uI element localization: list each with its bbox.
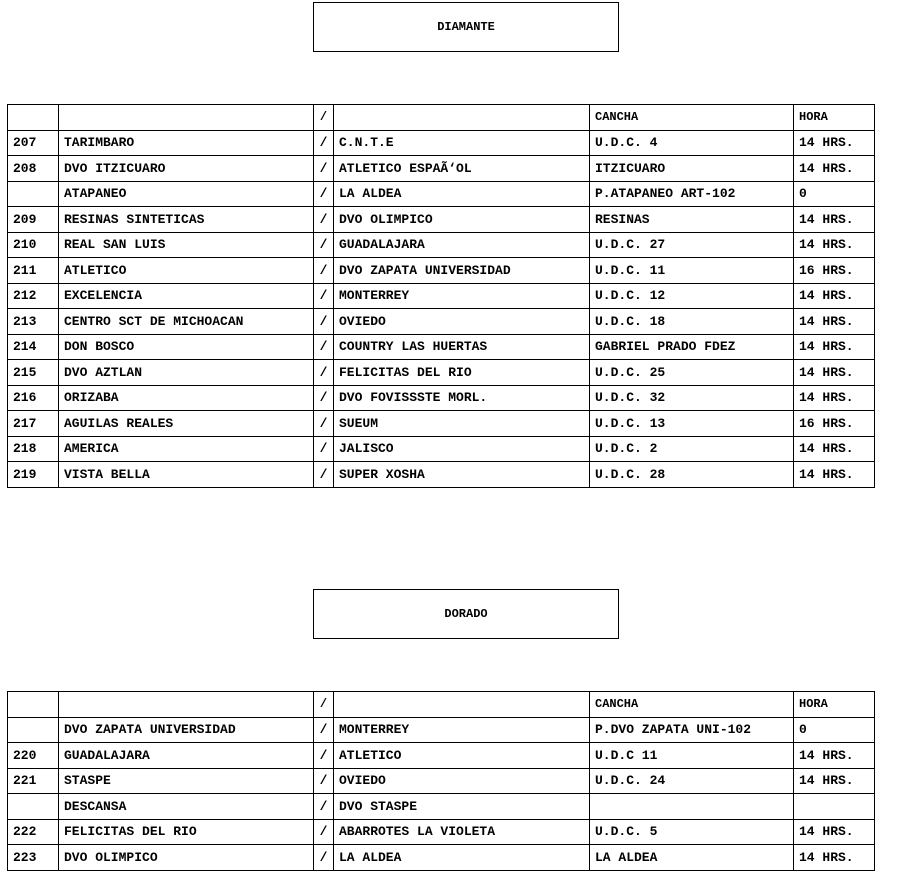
cell-cancha: U.D.C. 32 [590,385,794,411]
cell-sep: / [314,130,334,156]
table-row [8,156,875,182]
cell-sep: / [314,156,334,182]
cell-home: RESINAS SINTETICAS [59,207,314,233]
cell-away: MONTERREY [334,283,590,309]
cell-cancha: GABRIEL PRADO FDEZ [590,334,794,360]
cell-hora: 14 HRS. [794,156,875,182]
cell-away: FELICITAS DEL RIO [334,360,590,386]
cell-num: 216 [8,385,59,411]
cell-cancha: CANCHA [590,105,794,131]
cell-num: 211 [8,258,59,284]
cell-hora: 0 [794,181,875,207]
cell-num: 218 [8,436,59,462]
cell-hora: 14 HRS. [794,360,875,386]
cell-away: ABARROTES LA VIOLETA [334,819,590,845]
table-row [8,283,875,309]
cell-hora: 14 HRS. [794,436,875,462]
cell-away: GUADALAJARA [334,232,590,258]
cell-cancha: U.D.C 11 [590,743,794,769]
cell-hora: 14 HRS. [794,334,875,360]
cell-sep: / [314,334,334,360]
cell-away: JALISCO [334,436,590,462]
cell-hora [794,794,875,820]
cell-hora: 14 HRS. [794,232,875,258]
table-row [8,181,875,207]
cell-home: DON BOSCO [59,334,314,360]
cell-home: EXCELENCIA [59,283,314,309]
cell-sep: / [314,717,334,743]
schedule-table-diamante [7,104,875,488]
cell-num: 213 [8,309,59,335]
cell-sep: / [314,743,334,769]
cell-cancha: U.D.C. 5 [590,819,794,845]
cell-cancha: U.D.C. 28 [590,462,794,488]
cell-cancha: U.D.C. 24 [590,768,794,794]
cell-sep: / [314,768,334,794]
cell-away: ATLETICO [334,743,590,769]
table-row [8,819,875,845]
cell-home: TARIMBARO [59,130,314,156]
cell-away: OVIEDO [334,768,590,794]
cell-home: VISTA BELLA [59,462,314,488]
section-title-diamante: DIAMANTE [313,2,619,52]
cell-away: C.N.T.E [334,130,590,156]
cell-hora: 14 HRS. [794,385,875,411]
table-row [8,768,875,794]
cell-num: 208 [8,156,59,182]
table-row [8,717,875,743]
cell-home: AMERICA [59,436,314,462]
cell-sep: / [314,385,334,411]
header-row [8,105,875,131]
cell-home: CENTRO SCT DE MICHOACAN [59,309,314,335]
table-row [8,794,875,820]
cell-sep: / [314,181,334,207]
cell-home: GUADALAJARA [59,743,314,769]
cell-away: DVO OLIMPICO [334,207,590,233]
table-row [8,462,875,488]
table-row [8,309,875,335]
table-row [8,385,875,411]
table-row [8,130,875,156]
cell-num: 217 [8,411,59,437]
cell-away: DVO FOVISSSTE MORL. [334,385,590,411]
cell-away: DVO ZAPATA UNIVERSIDAD [334,258,590,284]
cell-num [8,105,59,131]
table-row [8,411,875,437]
cell-num [8,717,59,743]
cell-home: DVO AZTLAN [59,360,314,386]
cell-sep: / [314,794,334,820]
cell-num: 223 [8,845,59,871]
cell-home: FELICITAS DEL RIO [59,819,314,845]
cell-num [8,181,59,207]
cell-num: 219 [8,462,59,488]
cell-sep: / [314,232,334,258]
cell-hora: 14 HRS. [794,130,875,156]
cell-home: ORIZABA [59,385,314,411]
cell-cancha: U.D.C. 27 [590,232,794,258]
cell-home: ATLETICO [59,258,314,284]
cell-num [8,794,59,820]
cell-cancha: CANCHA [590,692,794,718]
cell-sep: / [314,819,334,845]
cell-home: REAL SAN LUIS [59,232,314,258]
cell-home: DVO ITZICUARO [59,156,314,182]
cell-cancha: U.D.C. 25 [590,360,794,386]
cell-sep: / [314,207,334,233]
cell-cancha: ITZICUARO [590,156,794,182]
cell-num: 220 [8,743,59,769]
cell-sep: / [314,309,334,335]
cell-away: COUNTRY LAS HUERTAS [334,334,590,360]
cell-cancha: U.D.C. 12 [590,283,794,309]
cell-home [59,105,314,131]
cell-away: LA ALDEA [334,845,590,871]
cell-away: ATLETICO ESPAÃ‘OL [334,156,590,182]
table-row [8,334,875,360]
cell-cancha: U.D.C. 11 [590,258,794,284]
table-row [8,258,875,284]
cell-cancha: U.D.C. 4 [590,130,794,156]
cell-sep: / [314,436,334,462]
cell-num: 212 [8,283,59,309]
cell-home: DVO ZAPATA UNIVERSIDAD [59,717,314,743]
cell-home: ATAPANEO [59,181,314,207]
cell-num: 215 [8,360,59,386]
cell-cancha: LA ALDEA [590,845,794,871]
cell-away: SUEUM [334,411,590,437]
cell-num: 207 [8,130,59,156]
cell-hora: 16 HRS. [794,258,875,284]
cell-num: 210 [8,232,59,258]
cell-cancha: U.D.C. 18 [590,309,794,335]
cell-num: 214 [8,334,59,360]
cell-hora: 16 HRS. [794,411,875,437]
header-row [8,692,875,718]
cell-sep: / [314,462,334,488]
cell-home [59,692,314,718]
cell-cancha: P.DVO ZAPATA UNI-102 [590,717,794,743]
cell-away: DVO STASPE [334,794,590,820]
cell-sep: / [314,360,334,386]
cell-sep: / [314,283,334,309]
cell-hora: 14 HRS. [794,207,875,233]
cell-hora: 14 HRS. [794,819,875,845]
cell-sep: / [314,845,334,871]
cell-hora: HORA [794,105,875,131]
cell-home: AGUILAS REALES [59,411,314,437]
cell-away: SUPER XOSHA [334,462,590,488]
cell-num: 209 [8,207,59,233]
cell-hora: 14 HRS. [794,309,875,335]
table-row [8,436,875,462]
cell-cancha: U.D.C. 2 [590,436,794,462]
cell-hora: 14 HRS. [794,768,875,794]
table-row [8,360,875,386]
cell-sep: / [314,105,334,131]
table-row [8,743,875,769]
cell-hora: 14 HRS. [794,743,875,769]
cell-sep: / [314,258,334,284]
cell-num: 221 [8,768,59,794]
cell-away: LA ALDEA [334,181,590,207]
cell-home: DESCANSA [59,794,314,820]
cell-away: MONTERREY [334,717,590,743]
cell-num [8,692,59,718]
section-title-dorado: DORADO [313,589,619,639]
cell-hora: 14 HRS. [794,462,875,488]
cell-cancha: RESINAS [590,207,794,233]
cell-hora: 14 HRS. [794,283,875,309]
table-row [8,232,875,258]
cell-cancha [590,794,794,820]
cell-hora: 0 [794,717,875,743]
cell-away [334,105,590,131]
table-row [8,207,875,233]
cell-num: 222 [8,819,59,845]
cell-away [334,692,590,718]
cell-cancha: U.D.C. 13 [590,411,794,437]
cell-sep: / [314,411,334,437]
cell-home: STASPE [59,768,314,794]
table-row [8,845,875,871]
cell-cancha: P.ATAPANEO ART-102 [590,181,794,207]
cell-away: OVIEDO [334,309,590,335]
schedule-table-dorado [7,691,875,871]
cell-hora: 14 HRS. [794,845,875,871]
cell-sep: / [314,692,334,718]
cell-hora: HORA [794,692,875,718]
cell-home: DVO OLIMPICO [59,845,314,871]
